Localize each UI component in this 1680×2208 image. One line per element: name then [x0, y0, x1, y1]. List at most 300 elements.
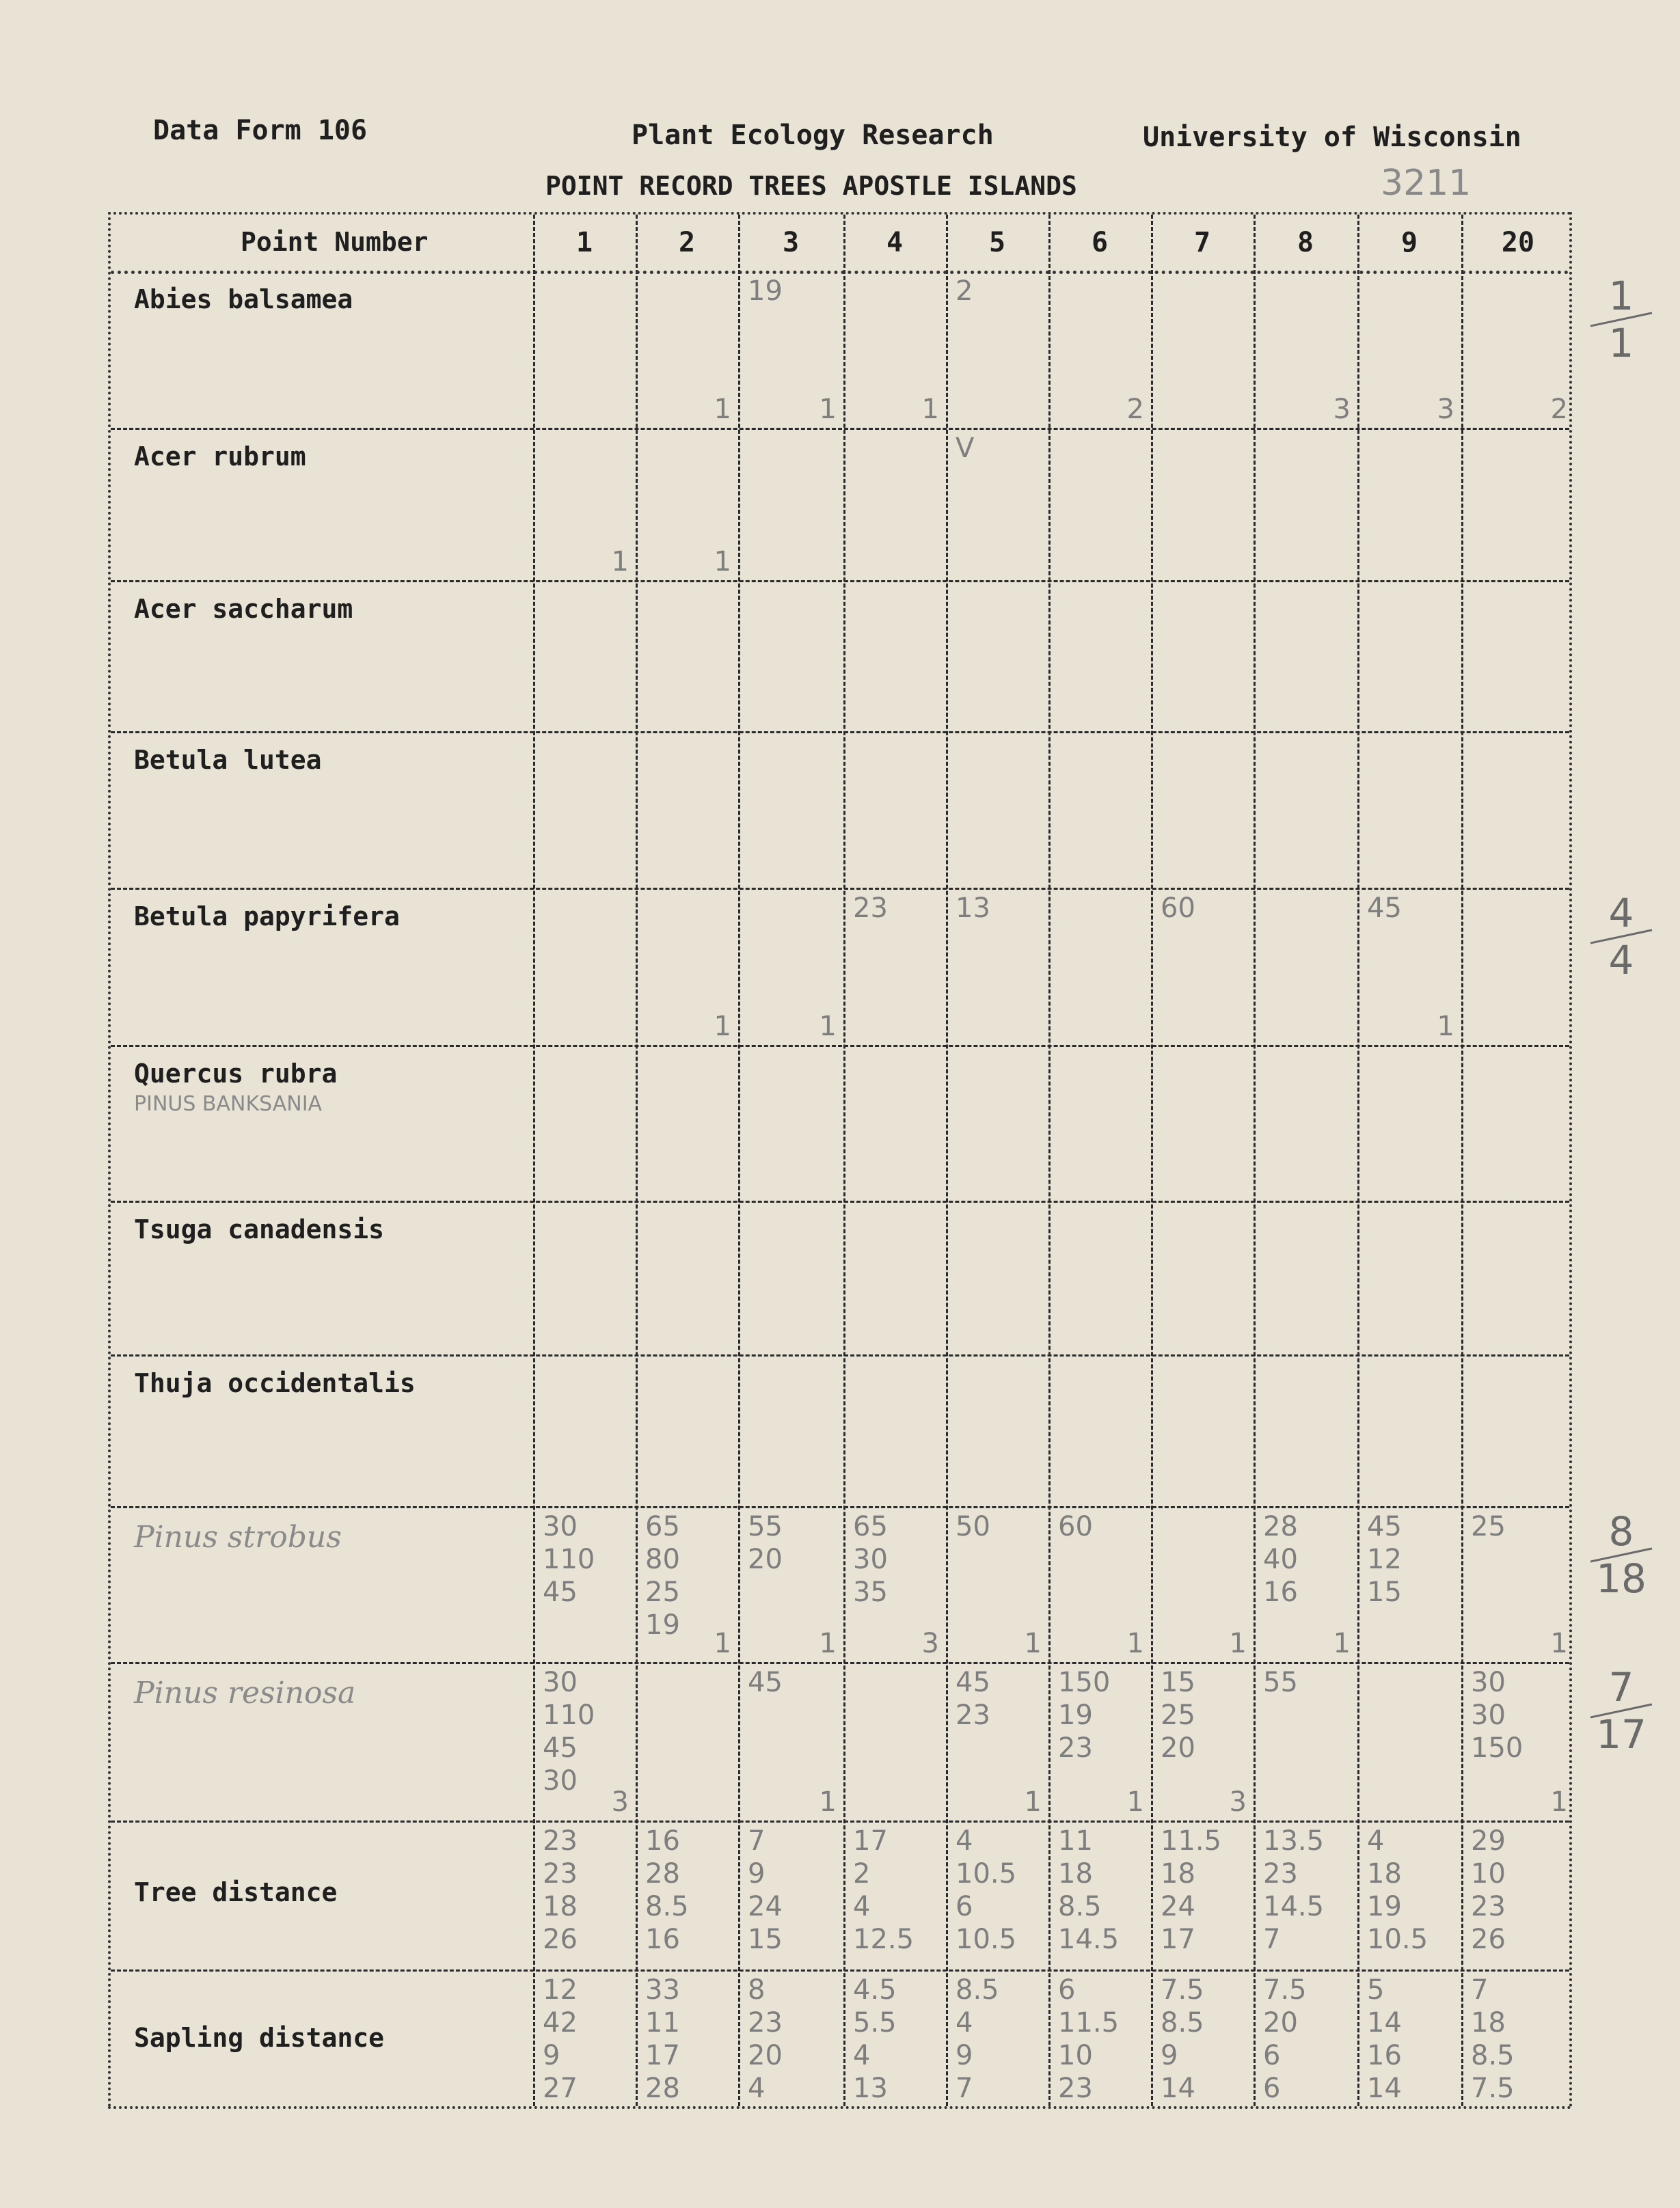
lab-name: Plant Ecology Research	[632, 120, 994, 151]
data-cell	[1151, 1201, 1254, 1354]
cell-value: 15	[748, 1924, 783, 1955]
data-cell	[636, 428, 738, 580]
cell-value: 17	[853, 1825, 888, 1857]
cell-value: 110	[543, 1700, 595, 1731]
tally-denominator: 1	[1608, 320, 1634, 366]
cell-value: 42	[543, 2007, 578, 2039]
data-cell	[533, 1970, 636, 2112]
data-cell	[946, 1506, 1048, 1662]
data-cell	[1254, 580, 1357, 731]
species-label: Quercus rubra	[134, 1059, 338, 1089]
data-cell	[738, 1045, 843, 1201]
data-cell	[1254, 1821, 1357, 1970]
data-cell	[1461, 1662, 1575, 1821]
cell-value: 20	[748, 2040, 783, 2071]
tally-numerator: 8	[1608, 1508, 1634, 1555]
cell-value: 8.5	[1471, 2040, 1515, 2071]
cell-value: 23	[1058, 1732, 1093, 1764]
data-cell	[1151, 1045, 1254, 1201]
cell-value: 30	[853, 1544, 888, 1575]
cell-value: 16	[645, 1924, 680, 1955]
species-label: Pinus resinosa	[134, 1676, 356, 1710]
data-cell	[533, 888, 636, 1045]
data-cell	[1151, 428, 1254, 580]
data-cell	[1151, 731, 1254, 888]
data-cell	[738, 1662, 843, 1821]
cell-value: 7	[748, 1825, 766, 1857]
data-cell	[1048, 1662, 1151, 1821]
cell-value: 13	[956, 892, 990, 924]
data-cell	[1461, 1821, 1575, 1970]
data-cell	[1357, 731, 1461, 888]
cell-value: 10	[1471, 1858, 1506, 1890]
cell-value: 150	[1058, 1667, 1111, 1698]
species-label: Tsuga canadensis	[134, 1214, 385, 1244]
cell-count: 1	[1437, 1011, 1454, 1042]
cell-value: 8.5	[645, 1891, 689, 1922]
cell-value: 15	[1161, 1667, 1195, 1698]
data-cell	[946, 1045, 1048, 1201]
data-cell	[843, 1354, 946, 1506]
cell-value: 8.5	[956, 1974, 999, 2006]
cell-value: 24	[748, 1891, 783, 1922]
tally-numerator: 4	[1608, 890, 1634, 936]
cell-count: 1	[1024, 1786, 1042, 1818]
cell-value: 4	[748, 2073, 766, 2104]
data-cell	[533, 731, 636, 888]
cell-value: 60	[1058, 1511, 1093, 1542]
cell-value: 12	[1367, 1544, 1402, 1575]
data-cell	[1048, 1506, 1151, 1662]
cell-value: 10.5	[1367, 1924, 1428, 1955]
column-number: 9	[1400, 227, 1418, 258]
cell-value: 23	[543, 1858, 578, 1890]
data-cell	[636, 1045, 738, 1201]
species-label: Thuja occidentalis	[134, 1368, 416, 1398]
cell-value: 25	[645, 1577, 680, 1608]
cell-value: 30	[1471, 1700, 1506, 1731]
cell-value: 30	[543, 1667, 578, 1698]
data-cell	[1357, 1201, 1461, 1354]
data-cell	[533, 1506, 636, 1662]
data-cell	[738, 1821, 843, 1970]
data-cell	[843, 580, 946, 731]
data-cell	[946, 428, 1048, 580]
cell-value: 5	[1367, 1974, 1385, 2006]
cell-value: 9	[543, 2040, 560, 2071]
data-cell	[1254, 1506, 1357, 1662]
data-cell	[1461, 1506, 1575, 1662]
data-cell	[1357, 1506, 1461, 1662]
cell-value: 7.5	[1471, 2073, 1515, 2104]
cell-value: 23	[543, 1825, 578, 1857]
data-cell	[1151, 271, 1254, 428]
data-cell	[1048, 1970, 1151, 2112]
tally-denominator: 4	[1608, 937, 1634, 983]
data-cell	[1461, 1201, 1575, 1354]
species-label: Acer saccharum	[134, 594, 353, 624]
cell-value: 6	[956, 1891, 973, 1922]
cell-value: 40	[1263, 1544, 1298, 1575]
cell-count: 2	[1126, 394, 1144, 425]
cell-count: 1	[1550, 1786, 1568, 1818]
cell-value: 14	[1367, 2073, 1402, 2104]
species-label: Betula papyrifera	[134, 901, 400, 931]
cell-value: 7	[1471, 1974, 1489, 2006]
cell-value: 45	[956, 1667, 990, 1698]
cell-value: 27	[543, 2073, 578, 2104]
data-cell	[843, 1970, 946, 2112]
cell-count: 3	[1229, 1786, 1247, 1818]
cell-count: 3	[611, 1786, 629, 1818]
data-cell	[533, 428, 636, 580]
cell-value: 23	[1263, 1858, 1298, 1890]
cell-value: 2	[956, 275, 973, 307]
data-cell	[738, 580, 843, 731]
data-cell	[1151, 1970, 1254, 2112]
data-cell	[1357, 1045, 1461, 1201]
data-cell	[738, 1506, 843, 1662]
data-cell	[1357, 428, 1461, 580]
data-cell	[843, 271, 946, 428]
data-cell	[1461, 888, 1575, 1045]
cell-value: 6	[1263, 2073, 1281, 2104]
data-cell	[946, 580, 1048, 731]
cell-value: 18	[1471, 2007, 1506, 2039]
cell-value: 45	[748, 1667, 783, 1698]
cell-count: 3	[1437, 394, 1454, 425]
data-cell	[636, 1662, 738, 1821]
cell-value: 20	[748, 1544, 783, 1575]
data-cell	[1461, 731, 1575, 888]
cell-value: 4	[853, 2040, 871, 2071]
form-serial: 3211	[1381, 163, 1472, 204]
cell-value: 80	[645, 1544, 680, 1575]
data-cell	[1151, 580, 1254, 731]
data-cell	[636, 1201, 738, 1354]
cell-count: 3	[921, 1628, 939, 1659]
margin-tally	[1580, 892, 1662, 981]
species-label: Pinus strobus	[134, 1520, 342, 1555]
cell-value: 7.5	[1263, 1974, 1307, 2006]
data-cell	[1048, 1045, 1151, 1201]
tally-denominator: 17	[1596, 1711, 1647, 1758]
cell-value: V	[956, 433, 975, 464]
data-cell	[946, 1201, 1048, 1354]
cell-value: 15	[1367, 1577, 1402, 1608]
data-cell	[1357, 1354, 1461, 1506]
species-label: Betula lutea	[134, 745, 322, 775]
cell-value: 24	[1161, 1891, 1195, 1922]
cell-count: 1	[611, 546, 629, 577]
column-number: 1	[575, 227, 593, 258]
data-cell	[843, 1662, 946, 1821]
data-cell	[946, 1354, 1048, 1506]
data-cell	[636, 731, 738, 888]
species-note: PINUS BANKSANIA	[134, 1092, 323, 1116]
cell-value: 45	[1367, 1511, 1402, 1542]
cell-value: 45	[543, 1732, 578, 1764]
cell-count: 1	[819, 394, 837, 425]
data-cell	[738, 428, 843, 580]
data-cell	[1254, 271, 1357, 428]
data-cell	[1048, 1354, 1151, 1506]
data-cell	[533, 1045, 636, 1201]
cell-value: 18	[543, 1891, 578, 1922]
data-cell	[738, 1970, 843, 2112]
cell-value: 18	[1367, 1858, 1402, 1890]
data-cell	[1254, 888, 1357, 1045]
cell-value: 20	[1161, 1732, 1195, 1764]
cell-value: 8.5	[1161, 2007, 1204, 2039]
cell-value: 12	[543, 1974, 578, 2006]
data-cell	[1048, 1821, 1151, 1970]
cell-value: 45	[543, 1577, 578, 1608]
tally-denominator: 18	[1596, 1555, 1647, 1602]
data-cell	[1357, 271, 1461, 428]
column-number: 20	[1501, 227, 1535, 258]
column-number: 7	[1193, 227, 1211, 258]
cell-value: 8.5	[1058, 1891, 1102, 1922]
cell-count: 1	[819, 1011, 837, 1042]
cell-value: 19	[645, 1609, 680, 1641]
cell-value: 19	[1367, 1891, 1402, 1922]
cell-value: 23	[748, 2007, 783, 2039]
cell-value: 11.5	[1161, 1825, 1222, 1857]
margin-tally	[1580, 275, 1662, 364]
data-cell	[1048, 428, 1151, 580]
data-cell	[843, 1821, 946, 1970]
data-cell	[738, 1201, 843, 1354]
cell-count: 1	[1126, 1628, 1144, 1659]
data-cell	[843, 1506, 946, 1662]
data-cell	[1048, 580, 1151, 731]
data-cell	[1254, 428, 1357, 580]
cell-value: 6	[1058, 1974, 1076, 2006]
data-cell	[533, 1662, 636, 1821]
cell-value: 28	[645, 2073, 680, 2104]
cell-count: 1	[921, 394, 939, 425]
cell-value: 23	[853, 892, 888, 924]
cell-value: 5.5	[853, 2007, 897, 2039]
cell-value: 4	[1367, 1825, 1385, 1857]
cell-value: 9	[1161, 2040, 1178, 2071]
data-cell	[946, 1970, 1048, 2112]
cell-value: 33	[645, 1974, 680, 2006]
university-name: University of Wisconsin	[1143, 122, 1521, 153]
species-label: Sapling distance	[134, 2023, 385, 2053]
data-cell	[533, 1821, 636, 1970]
cell-value: 7	[1263, 1924, 1281, 1955]
data-cell	[533, 1201, 636, 1354]
cell-value: 14.5	[1263, 1891, 1325, 1922]
cell-value: 13	[853, 2073, 888, 2104]
cell-count: 1	[1024, 1628, 1042, 1659]
data-cell	[1357, 1970, 1461, 2112]
data-cell	[1151, 1506, 1254, 1662]
cell-count: 1	[714, 1011, 731, 1042]
data-cell	[1048, 731, 1151, 888]
species-label: Tree distance	[134, 1877, 338, 1907]
cell-count: 2	[1550, 394, 1568, 425]
data-cell	[1151, 1354, 1254, 1506]
data-cell	[533, 1354, 636, 1506]
cell-value: 7	[956, 2073, 973, 2104]
data-cell	[1461, 1045, 1575, 1201]
data-cell	[533, 271, 636, 428]
cell-count: 1	[714, 1628, 731, 1659]
cell-value: 23	[1058, 2073, 1093, 2104]
cell-value: 65	[645, 1511, 680, 1542]
data-cell	[1461, 1354, 1575, 1506]
cell-value: 4.5	[853, 1974, 897, 2006]
cell-value: 23	[956, 1700, 990, 1731]
cell-value: 10	[1058, 2040, 1093, 2071]
cell-value: 13.5	[1263, 1825, 1325, 1857]
cell-value: 14.5	[1058, 1924, 1120, 1955]
form-number: Data Form 106	[153, 115, 368, 146]
data-cell	[1357, 1662, 1461, 1821]
data-cell	[738, 731, 843, 888]
data-cell	[843, 1045, 946, 1201]
cell-value: 4	[853, 1891, 871, 1922]
cell-value: 35	[853, 1577, 888, 1608]
column-number: 8	[1297, 227, 1314, 258]
cell-value: 14	[1161, 2073, 1195, 2104]
data-cell	[1461, 428, 1575, 580]
data-cell	[1151, 1662, 1254, 1821]
cell-value: 4	[956, 2007, 973, 2039]
data-cell	[636, 888, 738, 1045]
data-cell	[636, 1821, 738, 1970]
point-record-grid	[108, 212, 1572, 2109]
cell-value: 25	[1161, 1700, 1195, 1731]
cell-count: 1	[714, 394, 731, 425]
data-cell	[1254, 1970, 1357, 2112]
data-cell	[946, 1662, 1048, 1821]
form-title: POINT RECORD TREES APOSTLE ISLANDS	[545, 171, 1077, 201]
cell-value: 18	[1161, 1858, 1195, 1890]
column-number: 6	[1091, 227, 1109, 258]
data-cell	[636, 1970, 738, 2112]
cell-value: 26	[1471, 1924, 1506, 1955]
cell-value: 19	[748, 275, 783, 307]
cell-value: 23	[1471, 1891, 1506, 1922]
data-cell	[946, 271, 1048, 428]
cell-value: 28	[645, 1858, 680, 1890]
data-cell	[1254, 731, 1357, 888]
margin-tally	[1580, 1666, 1662, 1756]
data-cell	[946, 888, 1048, 1045]
data-cell	[636, 271, 738, 428]
cell-value: 45	[1367, 892, 1402, 924]
cell-value: 65	[853, 1511, 888, 1542]
species-label: Acer rubrum	[134, 441, 306, 472]
cell-value: 30	[1471, 1667, 1506, 1698]
cell-value: 9	[748, 1858, 766, 1890]
column-number: 5	[988, 227, 1006, 258]
data-cell	[636, 1506, 738, 1662]
cell-value: 110	[543, 1544, 595, 1575]
cell-value: 9	[956, 2040, 973, 2071]
cell-count: 1	[819, 1786, 837, 1818]
data-cell	[1254, 1045, 1357, 1201]
tally-numerator: 7	[1608, 1664, 1634, 1710]
point-number-label: Point Number	[241, 227, 429, 257]
cell-value: 14	[1367, 2007, 1402, 2039]
data-cell	[1357, 1821, 1461, 1970]
cell-value: 6	[1263, 2040, 1281, 2071]
cell-value: 11	[1058, 1825, 1093, 1857]
column-number: 2	[678, 227, 696, 258]
data-cell	[533, 580, 636, 731]
data-cell	[1048, 888, 1151, 1045]
cell-value: 18	[1058, 1858, 1093, 1890]
data-cell	[946, 1821, 1048, 1970]
cell-count: 3	[1333, 394, 1351, 425]
data-cell	[1461, 271, 1575, 428]
data-cell	[946, 731, 1048, 888]
cell-value: 4	[956, 1825, 973, 1857]
column-number: 3	[782, 227, 800, 258]
cell-count: 1	[1333, 1628, 1351, 1659]
cell-value: 7.5	[1161, 1974, 1204, 2006]
cell-value: 8	[748, 1974, 766, 2006]
data-cell	[1254, 1354, 1357, 1506]
cell-value: 11.5	[1058, 2007, 1120, 2039]
cell-value: 55	[1263, 1667, 1298, 1698]
cell-value: 25	[1471, 1511, 1506, 1542]
data-cell	[843, 888, 946, 1045]
data-cell	[1254, 1662, 1357, 1821]
cell-value: 60	[1161, 892, 1195, 924]
data-cell	[1461, 1970, 1575, 2112]
data-cell	[843, 428, 946, 580]
cell-value: 20	[1263, 2007, 1298, 2039]
data-cell	[843, 1201, 946, 1354]
cell-value: 16	[1367, 2040, 1402, 2071]
margin-tally	[1580, 1510, 1662, 1600]
cell-value: 30	[543, 1511, 578, 1542]
cell-count: 1	[1550, 1628, 1568, 1659]
cell-value: 11	[645, 2007, 680, 2039]
cell-value: 10.5	[956, 1924, 1017, 1955]
cell-value: 26	[543, 1924, 578, 1955]
cell-value: 16	[1263, 1577, 1298, 1608]
cell-value: 150	[1471, 1732, 1523, 1764]
data-cell	[1048, 271, 1151, 428]
species-label: Abies balsamea	[134, 284, 353, 314]
data-cell	[636, 1354, 738, 1506]
data-cell	[738, 888, 843, 1045]
cell-value: 30	[543, 1765, 578, 1797]
cell-value: 2	[853, 1858, 871, 1890]
data-cell	[738, 1354, 843, 1506]
cell-count: 1	[819, 1628, 837, 1659]
data-cell	[843, 731, 946, 888]
column-number: 4	[886, 227, 904, 258]
data-cell	[1357, 580, 1461, 731]
tally-numerator: 1	[1608, 273, 1634, 319]
cell-value: 50	[956, 1511, 990, 1542]
cell-value: 17	[645, 2040, 680, 2071]
data-cell	[1461, 580, 1575, 731]
cell-value: 55	[748, 1511, 783, 1542]
data-cell	[1254, 1201, 1357, 1354]
cell-value: 12.5	[853, 1924, 914, 1955]
cell-value: 29	[1471, 1825, 1506, 1857]
data-cell	[1357, 888, 1461, 1045]
